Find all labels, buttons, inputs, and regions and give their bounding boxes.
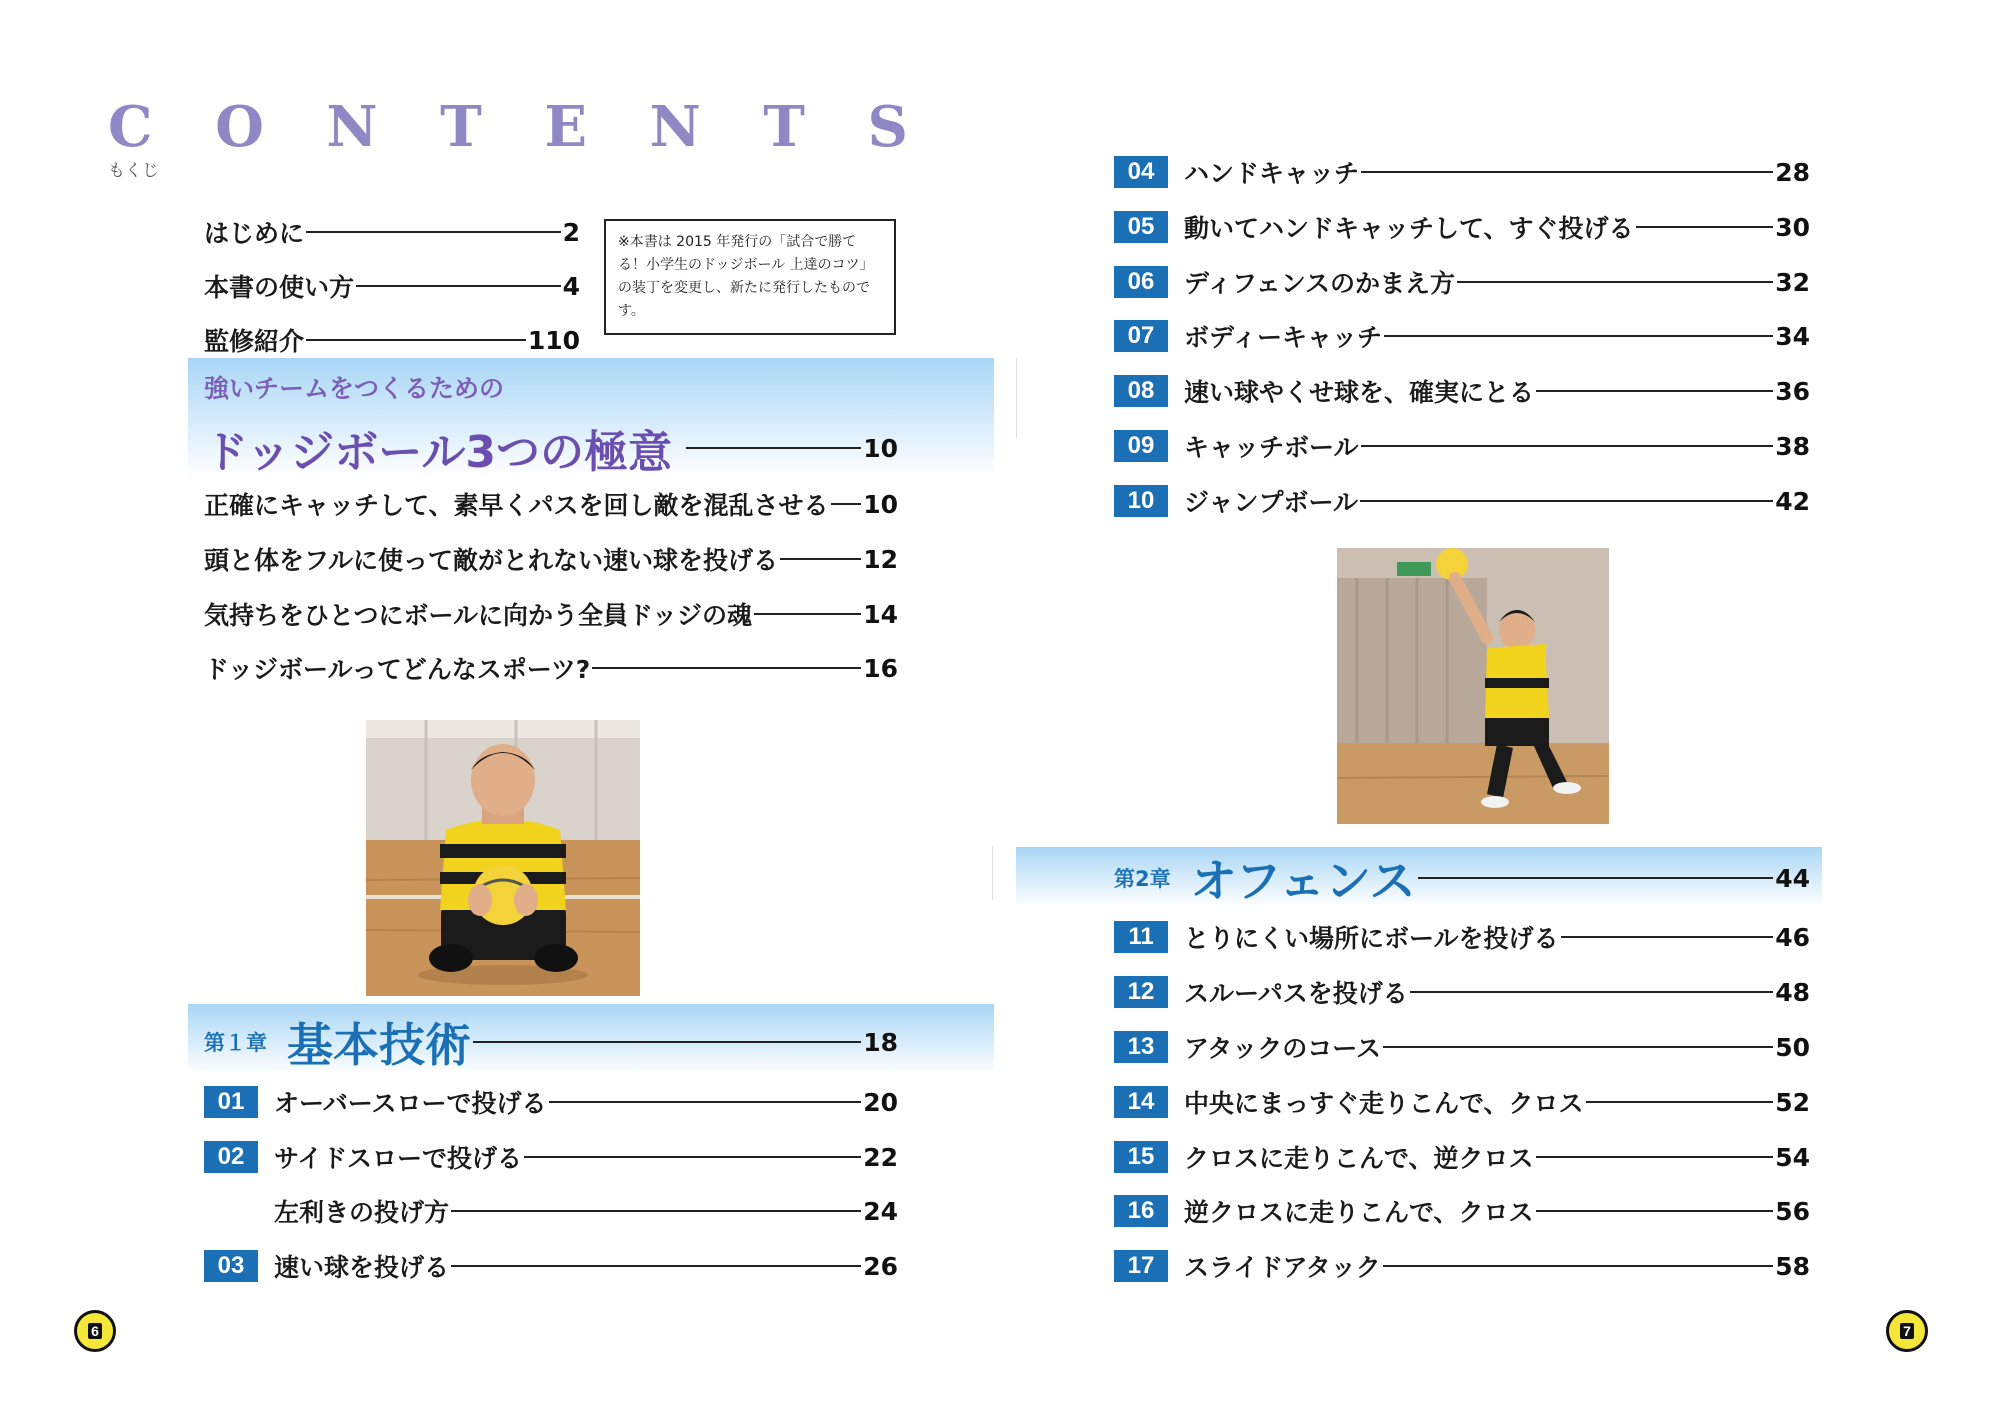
toc-label: 正確にキャッチして、素早くパスを回し敵を混乱させる [204,491,829,520]
toc-page: 50 [1775,1032,1810,1062]
gutter-mark [992,846,993,900]
section-number-badge: 06 [1114,266,1168,298]
toc-row[interactable] [1114,481,1810,521]
toc-label: スルーパスを投げる [1184,979,1408,1008]
toc-page: 4 [562,271,580,301]
section-number-badge: 14 [1114,1086,1168,1118]
toc-row[interactable] [274,1191,898,1231]
player-throw-photo [1337,548,1609,824]
leader-line [1361,445,1774,447]
leader-line [1457,281,1773,283]
toc-page: 10 [863,433,898,463]
toc-row[interactable] [204,484,898,524]
toc-label: オーバースローで投げる [274,1089,547,1118]
toc-page: 16 [863,653,898,683]
toc-row[interactable] [1114,917,1810,957]
toc-label: 中央にまっすぐ走りこんで、クロス [1184,1089,1584,1118]
contents-letter: S [867,94,908,160]
toc-page: 14 [863,599,898,629]
toc-page: 36 [1775,376,1810,406]
toc-row[interactable] [1114,152,1810,192]
toc-page: 110 [527,325,580,355]
toc-row[interactable] [1114,1027,1810,1067]
leader-line [1536,390,1773,392]
leader-line [356,285,561,287]
toc-label: キャッチボール [1184,433,1359,462]
toc-page: 46 [1775,922,1810,952]
leader-line [524,1156,861,1158]
toc-label: とりにくい場所にボールを投げる [1184,924,1559,953]
toc-page: 20 [863,1087,898,1117]
toc-page: 18 [863,1027,898,1057]
section-number-badge: 01 [204,1086,258,1118]
toc-label: スライドアタック [1184,1253,1381,1282]
toc-label: ドッジボールってどんなスポーツ? [204,655,591,684]
toc-page: 26 [863,1251,898,1281]
chapter2-title: オフェンス [1190,854,1416,908]
toc-label: 監修紹介 [204,327,305,356]
toc-label: ジャンプボール [1184,488,1359,517]
toc-row[interactable] [204,1246,898,1286]
toc-page: 44 [1775,863,1810,893]
toc-page: 32 [1775,267,1810,297]
leader-line [686,447,861,449]
leader-line [1384,335,1773,337]
contents-letter: N [326,94,378,160]
leader-line [473,1041,861,1043]
leader-line [1561,936,1774,938]
toc-label: ハンドキャッチ [1184,159,1360,188]
section-number-badge: 07 [1114,320,1168,352]
toc-page: 58 [1775,1251,1810,1281]
section-number-badge: 08 [1114,375,1168,407]
toc-row[interactable] [1114,1082,1810,1122]
section-number-badge: 02 [204,1141,258,1173]
toc-row[interactable] [204,539,898,579]
toc-row[interactable] [1114,972,1810,1012]
toc-label: ボディーキャッチ [1184,323,1383,352]
leader-line [1536,1210,1774,1212]
section-number-badge: 11 [1114,921,1168,953]
toc-label: 左利きの投げ方 [274,1198,450,1227]
toc-page: 48 [1775,977,1810,1007]
page-number-right [1886,1310,1928,1352]
toc-row[interactable] [1114,207,1810,247]
contents-heading [108,92,908,162]
toc-row[interactable] [204,1082,898,1122]
leader-line [1418,877,1774,879]
page-number-text: 6 [88,1323,102,1339]
toc-page: 42 [1775,486,1810,516]
toc-page: 56 [1775,1196,1810,1226]
toc-label: クロスに走りこんで、逆クロス [1184,1144,1534,1173]
toc-label: 逆クロスに走りこんで、クロス [1184,1198,1534,1227]
gutter-mark [1016,358,1017,438]
leader-line [754,613,861,615]
leader-line [780,558,861,560]
leader-line [1361,171,1773,173]
toc-row[interactable] [1114,426,1810,466]
contents-letter: N [649,94,701,160]
player-catch-photo [366,720,640,996]
special-subtitle: 強いチームをつくるための [204,374,505,403]
chapter1-title: 基本技術 [287,1018,471,1072]
toc-row[interactable] [1114,371,1810,411]
toc-label: 気持ちをひとつにボールに向かう全員ドッジの魂 [204,601,753,630]
section-number-badge: 12 [1114,976,1168,1008]
toc-row[interactable] [204,266,580,306]
toc-row[interactable] [204,320,580,360]
toc-label: アタックのコース [1184,1034,1382,1063]
toc-page: 28 [1775,157,1810,187]
section-number-badge: 09 [1114,430,1168,462]
contents-letter: E [544,94,588,160]
leader-line [1383,1265,1773,1267]
toc-page: 24 [863,1196,898,1226]
special-title: ドッジボール3つの極意 [204,427,672,478]
chapter1-label: 第１章 [204,1031,267,1055]
toc-page: 10 [863,489,898,519]
contents-letter: T [763,94,805,160]
toc-row[interactable] [204,594,898,634]
leader-line [1586,1101,1774,1103]
toc-label: はじめに [204,219,305,248]
toc-row[interactable] [204,648,898,688]
page-number-left [74,1310,116,1352]
contents-letter: C [108,94,153,160]
leader-line [306,231,561,233]
leader-line [1536,1156,1774,1158]
contents-letter: T [440,94,482,160]
toc-label: サイドスローで投げる [274,1144,523,1173]
toc-row[interactable] [1114,1137,1810,1177]
toc-row[interactable] [1114,1246,1810,1286]
page-number-text: 7 [1900,1323,1914,1339]
edition-note: ※本書は 2015 年発行の「試合で勝てる！小学生のドッジボール 上達のコツ」の装丁を変更し、新たに発行したものです。 [604,219,896,335]
toc-page: 12 [863,544,898,574]
toc-page: 34 [1775,321,1810,351]
section-number-badge: 10 [1114,485,1168,517]
toc-label: 本書の使い方 [204,273,355,302]
leader-line [1360,500,1773,502]
leader-line [1383,1046,1773,1048]
toc-page: 52 [1775,1087,1810,1117]
chapter2-label: 第2章 [1114,867,1171,891]
section-number-badge: 17 [1114,1250,1168,1282]
toc-row[interactable] [204,1137,898,1177]
toc-page: 2 [562,217,580,247]
section-number-badge: 15 [1114,1141,1168,1173]
toc-page: 54 [1775,1142,1810,1172]
section-number-badge: 04 [1114,156,1168,188]
leader-line [831,503,862,505]
special-title-row[interactable] [204,420,898,476]
contents-subtitle: もくじ [108,161,159,181]
leader-line [451,1265,861,1267]
toc-row[interactable] [1114,1191,1810,1231]
toc-row[interactable] [1114,316,1810,356]
chapter1-heading[interactable] [204,1014,898,1070]
toc-page: 22 [863,1142,898,1172]
leader-line [451,1210,861,1212]
section-number-badge: 16 [1114,1195,1168,1227]
section-number-badge: 13 [1114,1031,1168,1063]
toc-label: 速い球を投げる [274,1253,450,1282]
leader-line [592,667,861,669]
toc-label: 頭と体をフルに使って敵がとれない速い球を投げる [204,546,779,575]
leader-line [306,339,526,341]
leader-line [549,1101,862,1103]
toc-page: 30 [1775,212,1810,242]
toc-page: 38 [1775,431,1810,461]
leader-line [1410,991,1773,993]
leader-line [1636,226,1774,228]
section-number-badge: 03 [204,1250,258,1282]
section-number-badge: 05 [1114,211,1168,243]
contents-letter: O [215,94,264,160]
chapter2-heading[interactable] [1114,850,1810,906]
toc-label: ディフェンスのかまえ方 [1184,269,1456,298]
toc-label: 速い球やくせ球を、確実にとる [1184,378,1535,407]
toc-row[interactable] [1114,262,1810,302]
toc-label: 動いてハンドキャッチして、すぐ投げる [1184,214,1634,243]
toc-row[interactable] [204,212,580,252]
